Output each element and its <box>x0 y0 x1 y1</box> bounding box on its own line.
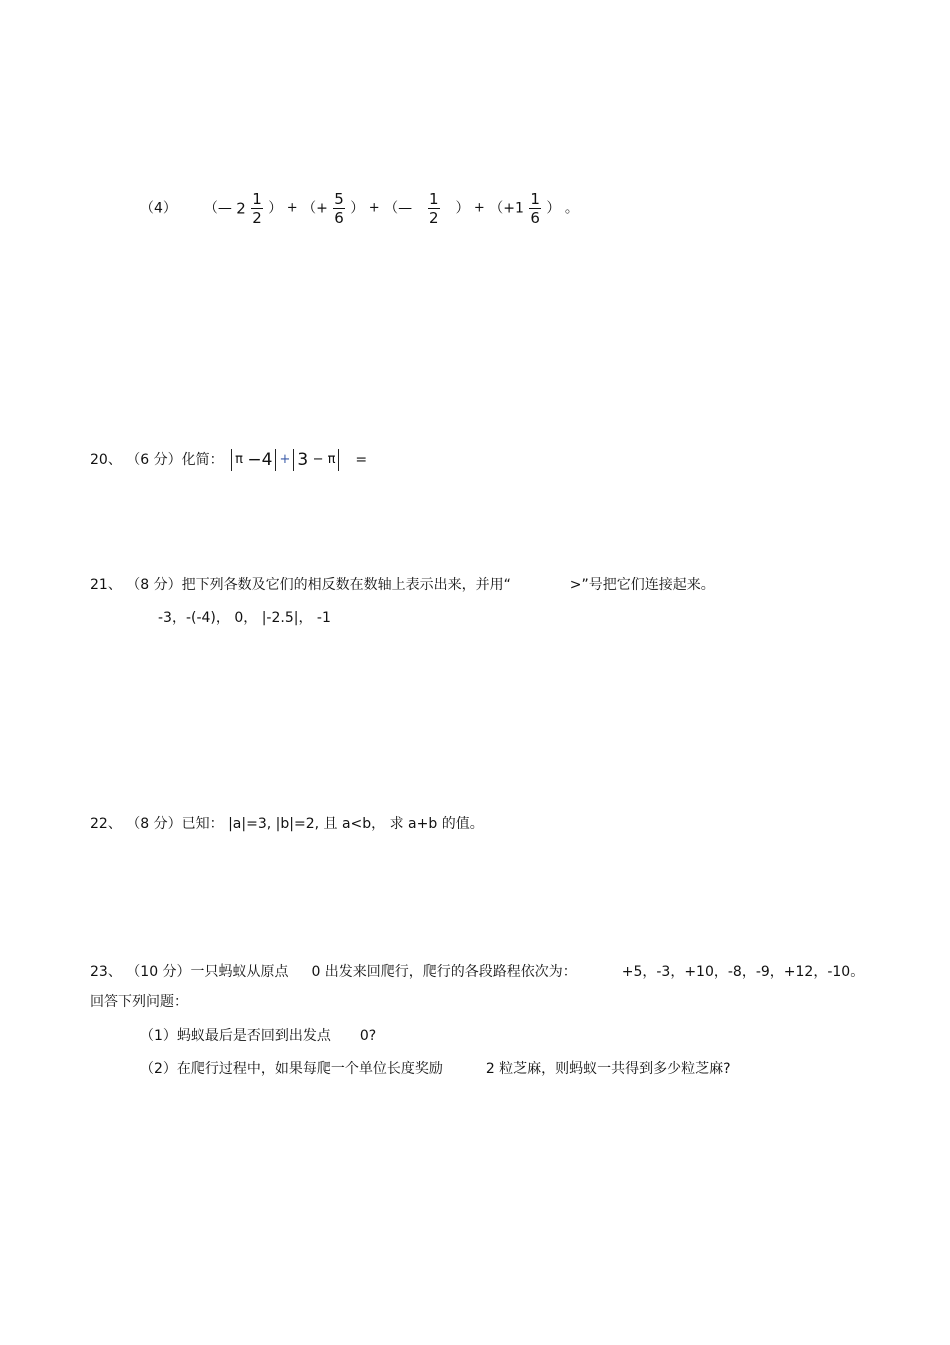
q19-4-expression <box>140 190 579 227</box>
q20-pi-1: π <box>235 452 243 467</box>
term1-numerator: 1 <box>252 190 262 208</box>
term4-numerator: 1 <box>530 190 540 208</box>
q20-minus-four: −4 <box>247 450 273 470</box>
q21-text-b: >”号把它们连接起来。 <box>569 577 715 593</box>
abs-bar-right-1 <box>275 449 276 471</box>
term4-open: （+1 <box>489 200 524 217</box>
q23-sub1 <box>140 1026 376 1046</box>
q20-number: 20、 <box>90 452 122 468</box>
term4-close: ） <box>546 200 561 217</box>
question-21 <box>90 575 715 595</box>
question-23 <box>90 962 864 982</box>
term3-close: ） <box>455 200 470 217</box>
q23-sequence: +5，-3，+10，-8，-9，+12，-10。 <box>621 964 865 980</box>
q23-sub2-text-b: 2 粒芝麻，则蚂蚁一共得到多少粒芝麻? <box>485 1061 731 1077</box>
q23-text-b: 0 出发来回爬行，爬行的各段路程依次为： <box>311 964 577 980</box>
q23-line2: 回答下列问题： <box>90 994 188 1010</box>
term3-numerator: 1 <box>429 190 439 208</box>
term4-fraction <box>529 190 541 227</box>
q22-text: （8 分）已知： |a|=3, |b|=2, 且 a<b， 求 a+b 的值。 <box>126 816 484 832</box>
question-20 <box>90 448 367 472</box>
q19-4-label: （4） <box>140 200 177 217</box>
abs-bar-right-2 <box>338 449 339 471</box>
term2-close: ） <box>350 200 365 217</box>
q23-number: 23、 <box>90 964 122 980</box>
q21-number: 21、 <box>90 577 122 593</box>
q20-plus: + <box>279 452 291 467</box>
q20-prompt: （6 分）化简： <box>126 452 224 468</box>
q21-numbers: -3，-(-4)， 0， |-2.5|， -1 <box>158 610 331 626</box>
question-22 <box>90 814 484 834</box>
term1-denominator: 2 <box>252 209 262 227</box>
q20-equals: = <box>355 452 368 468</box>
q21-text-a: （8 分）把下列各数及它们的相反数在数轴上表示出来，并用“ <box>126 577 511 593</box>
term2-denominator: 6 <box>334 209 344 227</box>
term1-whole: 2 <box>236 199 246 218</box>
op-plus-2: + <box>368 200 380 216</box>
q22-number: 22、 <box>90 816 122 832</box>
term2-fraction <box>333 190 345 227</box>
q23-sub1-text-b: 0? <box>359 1028 377 1044</box>
term1-close: ） <box>268 200 283 217</box>
q23-sub2-text-a: （2）在爬行过程中，如果每爬一个单位长度奖励 <box>140 1061 443 1077</box>
term2-numerator: 5 <box>334 190 344 208</box>
term1-open: （— <box>203 200 232 217</box>
q20-three: 3 <box>297 450 309 470</box>
op-plus-3: + <box>473 200 485 216</box>
op-plus-1: + <box>286 200 298 216</box>
q23-sub1-text-a: （1）蚂蚁最后是否回到出发点 <box>140 1028 331 1044</box>
term3-fraction <box>428 190 440 227</box>
term3-denominator: 2 <box>429 209 439 227</box>
expression-end: 。 <box>564 200 579 217</box>
q23-text-a: （10 分）一只蚂蚁从原点 <box>126 964 289 980</box>
term1-fraction <box>251 190 263 227</box>
abs-bar-left-1 <box>231 449 232 471</box>
q20-minus-pi: − π <box>312 452 336 467</box>
term3-open: （— <box>384 200 413 217</box>
q23-sub2 <box>140 1059 731 1079</box>
term4-denominator: 6 <box>530 209 540 227</box>
term2-open: （+ <box>302 200 328 217</box>
abs-bar-left-2 <box>293 449 294 471</box>
